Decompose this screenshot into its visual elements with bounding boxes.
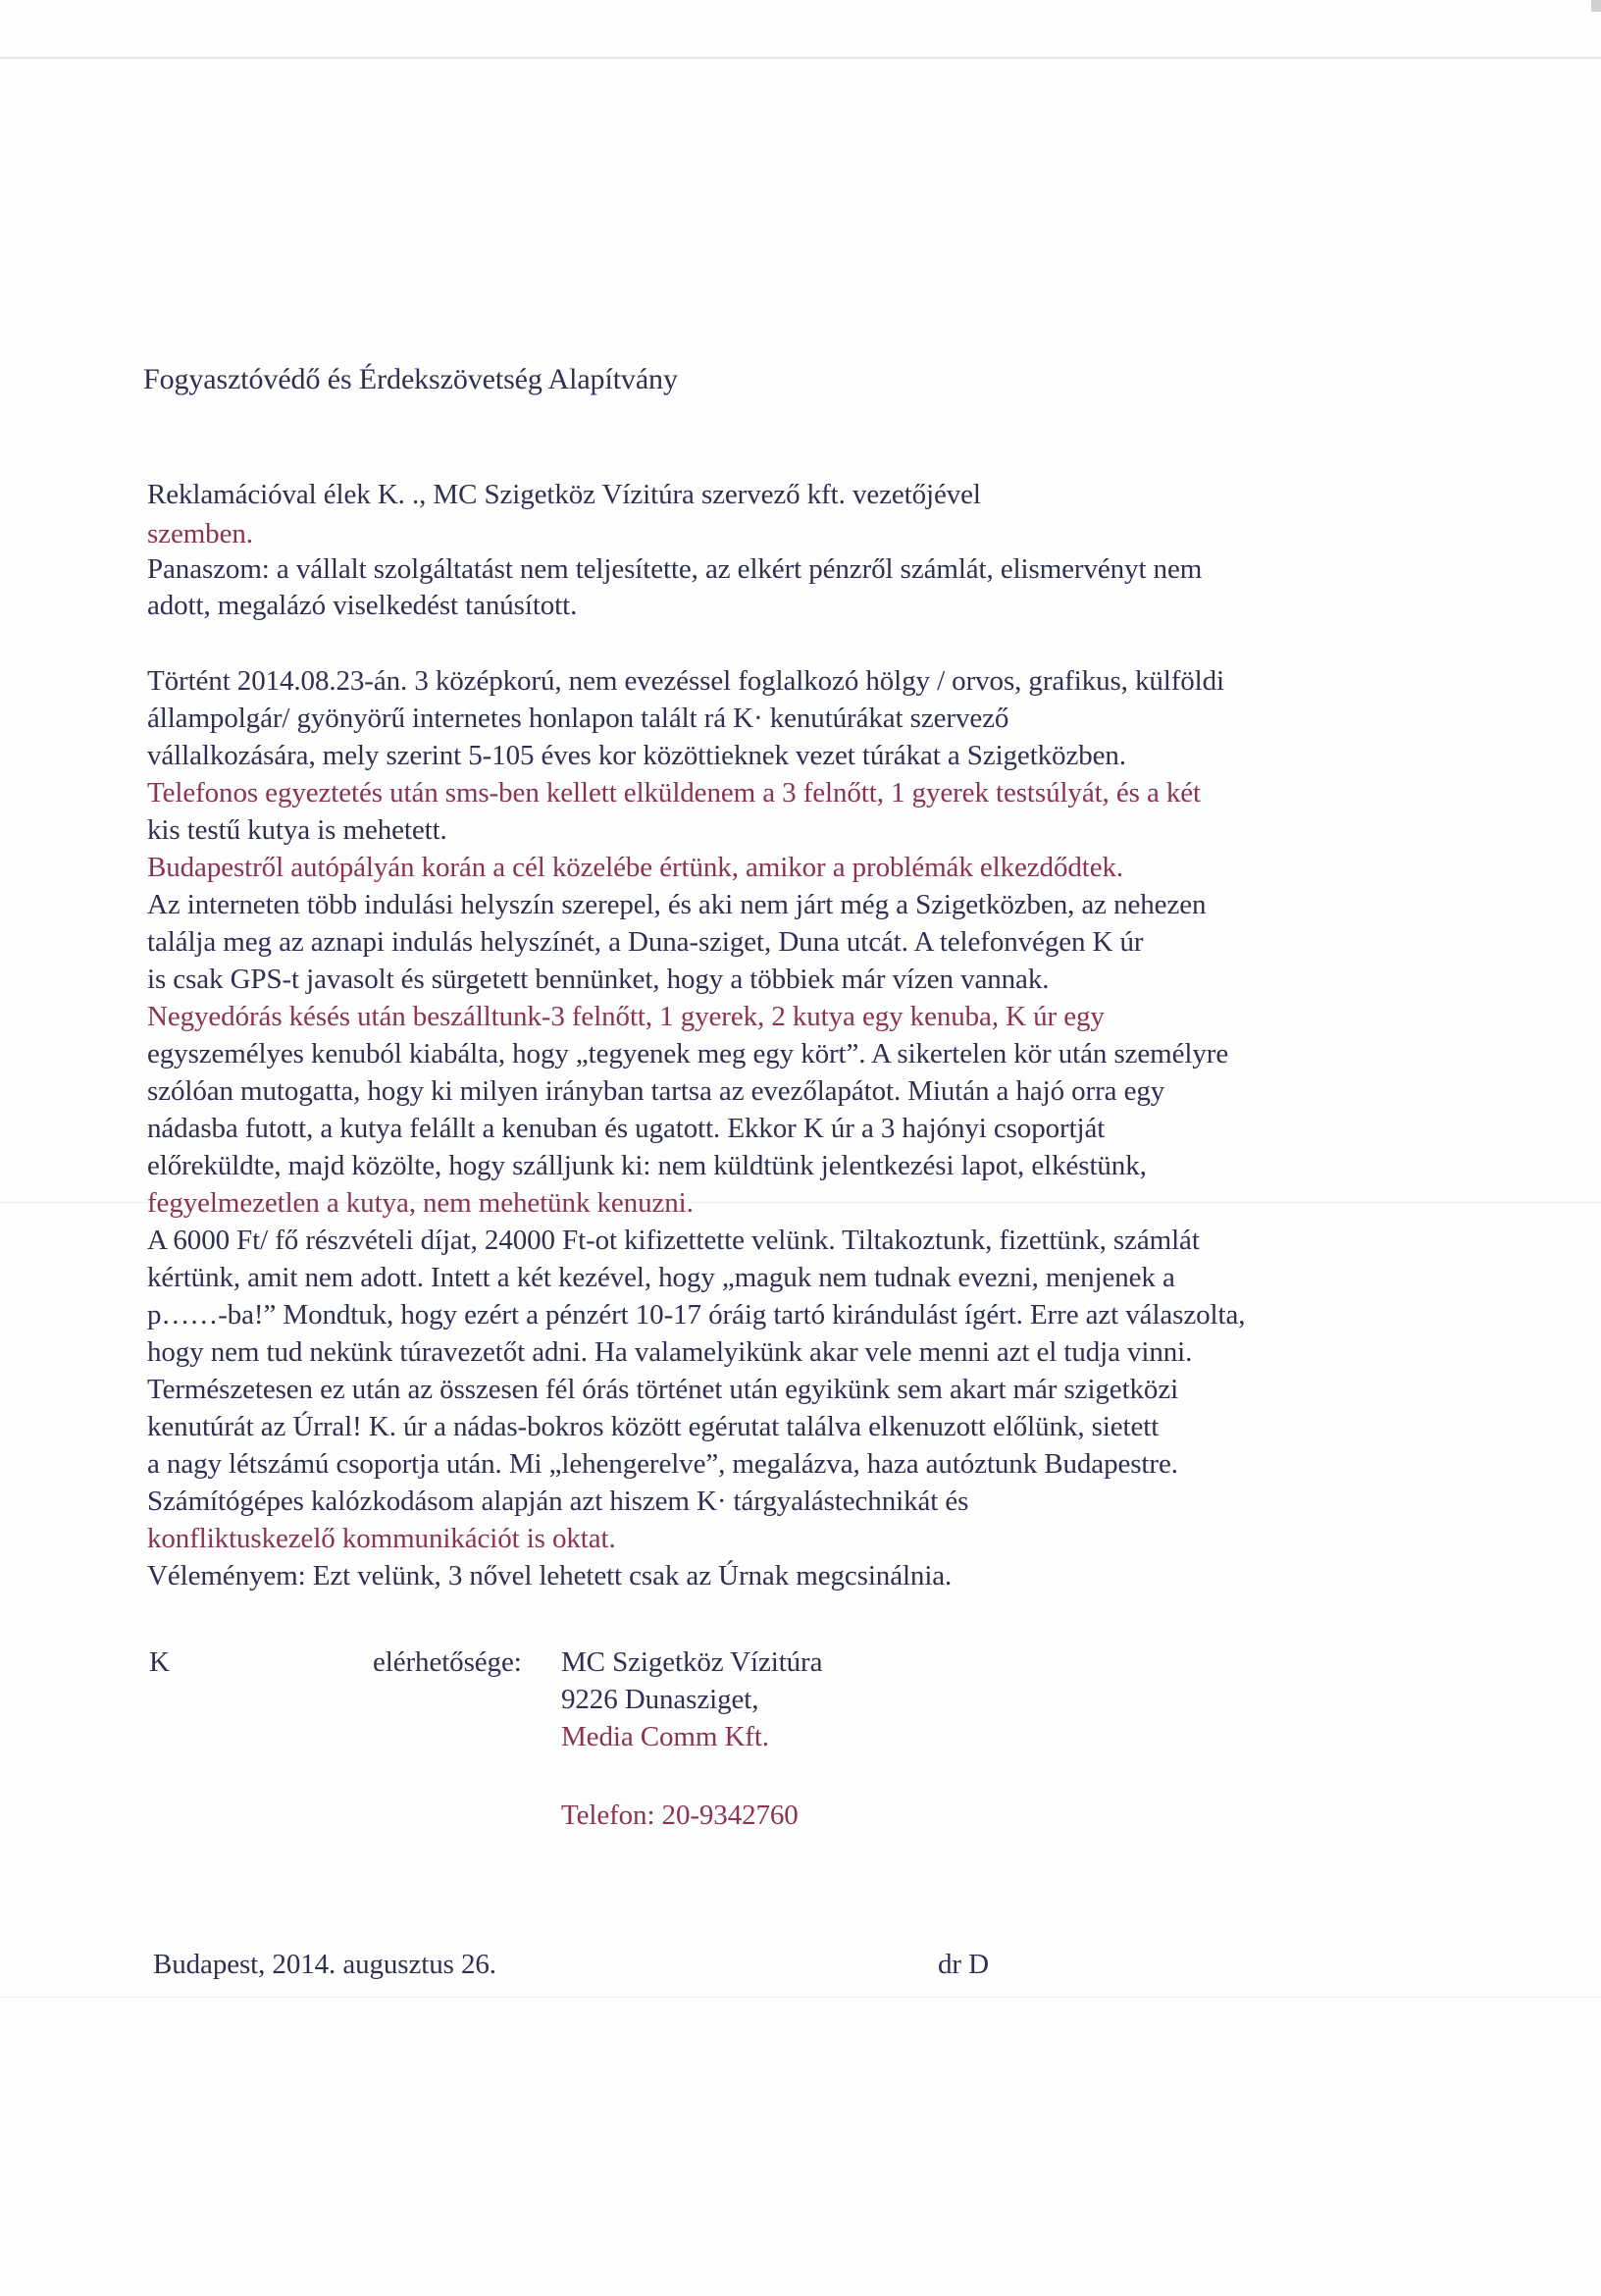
body-line: A 6000 Ft/ fő részvételi díjat, 24000 Ft-ot kifizettette velünk. Tiltakoztunk, fizettünk, számlát bbox=[147, 1225, 1200, 1256]
body-line: Negyedórás késés után beszálltunk-3 felnőtt, 1 gyerek, 2 kutya egy kenuba, K úr egy bbox=[147, 1001, 1105, 1032]
contact-name-initial: K bbox=[149, 1646, 170, 1678]
body-line: Az interneten több indulási helyszín szerepel, és aki nem járt még a Szigetközben, az nehezen bbox=[147, 889, 1207, 920]
contact-address-line: MC Szigetköz Vízitúra bbox=[561, 1646, 823, 1678]
body-line: találja meg az aznapi indulás helyszínét, a Duna-sziget, Duna utcát. A telefonvégen K úr bbox=[147, 926, 1144, 958]
body-line: szólóan mutogatta, hogy ki milyen irányban tartsa az evezőlapátot. Miután a hajó orra egy bbox=[147, 1075, 1165, 1107]
body-line: hogy nem tud nekünk túravezetőt adni. Ha valamelyikünk akar vele menni azt el tudja vinni. bbox=[147, 1336, 1193, 1368]
body-line: Reklamációval élek K. ., MC Szigetköz Vízitúra szervező kft. vezetőjével bbox=[147, 479, 981, 510]
body-line: kértünk, amit nem adott. Intett a két kezével, hogy „maguk nem tudnak evezni, menjenek a bbox=[147, 1262, 1175, 1293]
body-line: Természetesen ez után az összesen fél órás történet után egyikünk sem akart már szigetközi bbox=[147, 1374, 1179, 1405]
body-line: kis testű kutya is mehetett. bbox=[147, 814, 447, 846]
body-line: konfliktuskezelő kommunikációt is oktat. bbox=[147, 1523, 616, 1554]
body-line: állampolgár/ gyönyörű internetes honlapon talált rá K· kenutúrákat szervező bbox=[147, 703, 1009, 734]
body-line: adott, megalázó viselkedést tanúsított. bbox=[147, 590, 578, 621]
signature: dr D bbox=[938, 1949, 989, 1980]
paper-fold-line bbox=[0, 1997, 1601, 1998]
body-line: a nagy létszámú csoportja után. Mi „lehengerelve”, megalázva, haza autóztunk Budapestre. bbox=[147, 1448, 1178, 1480]
body-line: Történt 2014.08.23-án. 3 középkorú, nem evezéssel foglalkozó hölgy / orvos, grafikus, külföldi bbox=[147, 665, 1224, 697]
body-line: kenutúrát az Úrral! K. úr a nádas-bokros között egérutat találva elkenuzott előlünk, sietett bbox=[147, 1411, 1160, 1442]
contact-phone: Telefon: 20-9342760 bbox=[561, 1800, 799, 1831]
scan-corner-mark bbox=[1591, 0, 1601, 12]
recipient-heading: Fogyasztóvédő és Érdekszövetség Alapítvány bbox=[143, 363, 678, 395]
body-line: fegyelmezetlen a kutya, nem mehetünk kenuzni. bbox=[147, 1187, 694, 1219]
place-and-date: Budapest, 2014. augusztus 26. bbox=[153, 1949, 496, 1980]
body-line: egyszemélyes kenuból kiabálta, hogy „tegyenek meg egy kört”. A sikertelen kör után személyre bbox=[147, 1038, 1229, 1070]
body-line: Telefonos egyeztetés után sms-ben kellett elküldenem a 3 felnőtt, 1 gyerek testsúlyát, és a két bbox=[147, 777, 1202, 809]
contact-address-line: 9226 Dunasziget, bbox=[561, 1684, 759, 1715]
body-line: is csak GPS-t javasolt és sürgetett bennünket, hogy a többiek már vízen vannak. bbox=[147, 964, 1050, 995]
body-line: p……-ba!” Mondtuk, hogy ezért a pénzért 10-17 óráig tartó kirándulást ígért. Erre azt válaszolta, bbox=[147, 1299, 1246, 1331]
body-line: szemben. bbox=[147, 518, 253, 549]
body-line: Véleményem: Ezt velünk, 3 nővel lehetett csak az Úrnak megcsinálnia. bbox=[147, 1560, 953, 1592]
body-line: nádasba futott, a kutya felállt a kenuban és ugatott. Ekkor K úr a 3 hajónyi csoportját bbox=[147, 1113, 1106, 1144]
contact-address-line: Media Comm Kft. bbox=[561, 1721, 769, 1752]
contact-label: elérhetősége: bbox=[373, 1646, 522, 1678]
body-line: Panaszom: a vállalt szolgáltatást nem teljesítette, az elkért pénzről számlát, elismervényt nem bbox=[147, 553, 1203, 585]
scan-top-edge bbox=[0, 57, 1601, 59]
body-line: vállalkozására, mely szerint 5-105 éves kor közöttieknek vezet túrákat a Szigetközben. bbox=[147, 740, 1126, 771]
body-line: előreküldte, majd közölte, hogy szálljunk ki: nem küldtünk jelentkezési lapot, elkéstünk, bbox=[147, 1150, 1147, 1181]
body-line: Számítógépes kalózkodásom alapján azt hiszem K· tárgyalástechnikát és bbox=[147, 1486, 969, 1517]
body-line: Budapestről autópályán korán a cél közelébe értünk, amikor a problémák elkezdődtek. bbox=[147, 852, 1124, 883]
